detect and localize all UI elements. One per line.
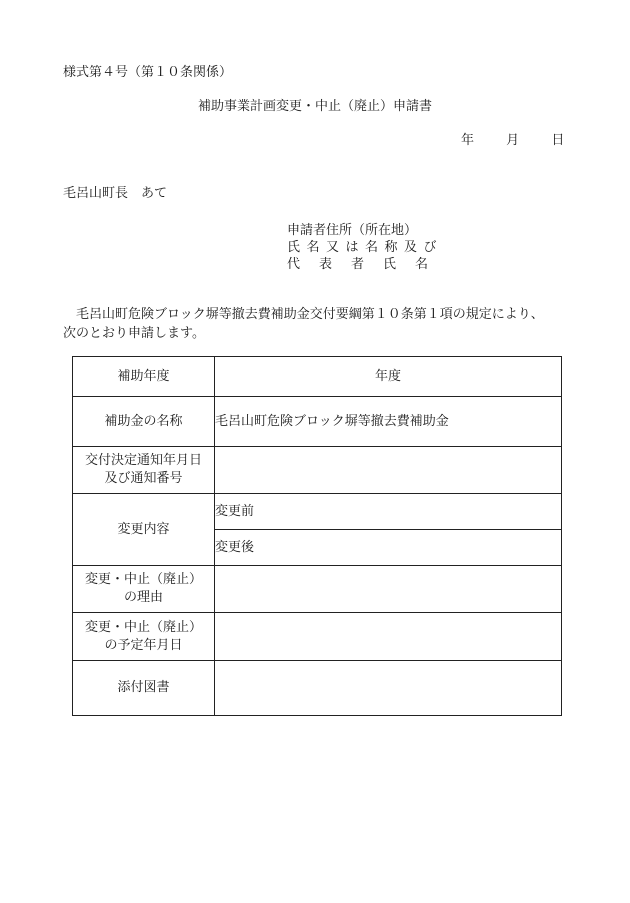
document-title: 補助事業計画変更・中止（廃止）申請書	[197, 99, 432, 114]
applicant-address-label: 申請者住所（所在地）	[287, 223, 418, 238]
table-row	[73, 494, 562, 530]
applicant-representative-label: 代表者氏名	[287, 257, 448, 272]
table-row	[73, 357, 562, 397]
attachments-field[interactable]	[215, 661, 562, 716]
table-row	[73, 566, 562, 613]
change-reason-label-line-1: 変更・中止（廃止）	[84, 572, 202, 587]
change-reason-field[interactable]	[215, 566, 562, 613]
form-number: 様式第４号（第１０条関係）	[63, 65, 233, 80]
planned-date-label	[73, 613, 215, 661]
subsidy-name-label: 補助金の名称	[73, 397, 215, 447]
change-after-field[interactable]: 変更後	[215, 530, 562, 566]
change-before-field[interactable]: 変更前	[215, 494, 562, 530]
date-line	[461, 134, 564, 147]
applicant-name-label: 氏名又は名称及び	[287, 240, 444, 255]
body-line-2: 次のとおり申請します。	[63, 326, 205, 341]
table-row	[73, 397, 562, 447]
decision-notice-label-line-1: 交付決定通知年月日	[84, 453, 202, 468]
body-text	[63, 305, 568, 343]
application-table	[72, 356, 562, 716]
table-row	[73, 613, 562, 661]
planned-date-label-line-1: 変更・中止（廃止）	[84, 619, 202, 635]
planned-date-field[interactable]	[215, 613, 562, 661]
fiscal-year-label: 補助年度	[73, 357, 215, 397]
date-month-label: 月	[506, 133, 520, 148]
date-day-label: 日	[551, 133, 565, 148]
change-reason-label-line-2: の理由	[123, 590, 163, 605]
change-reason-label	[73, 566, 215, 613]
decision-notice-label-line-2: 及び通知番号	[104, 471, 183, 486]
table-row	[73, 447, 562, 494]
attachments-label: 添付図書	[73, 661, 215, 716]
body-line-1: 毛呂山町危険ブロック塀等撤去費補助金交付要綱第１０条第１項の規定により、	[63, 307, 544, 322]
decision-notice-field[interactable]	[215, 447, 562, 494]
date-year-label: 年	[461, 133, 475, 148]
decision-notice-label	[73, 447, 215, 494]
planned-date-label-line-2: の予定年月日	[104, 637, 183, 653]
table-row	[73, 661, 562, 716]
applicant-block	[287, 222, 447, 273]
fiscal-year-field[interactable]: 年度	[215, 357, 562, 397]
change-content-label: 変更内容	[73, 494, 215, 566]
subsidy-name-value: 毛呂山町危険ブロック塀等撤去費補助金	[215, 397, 562, 447]
addressee: 毛呂山町長 あて	[63, 186, 168, 201]
